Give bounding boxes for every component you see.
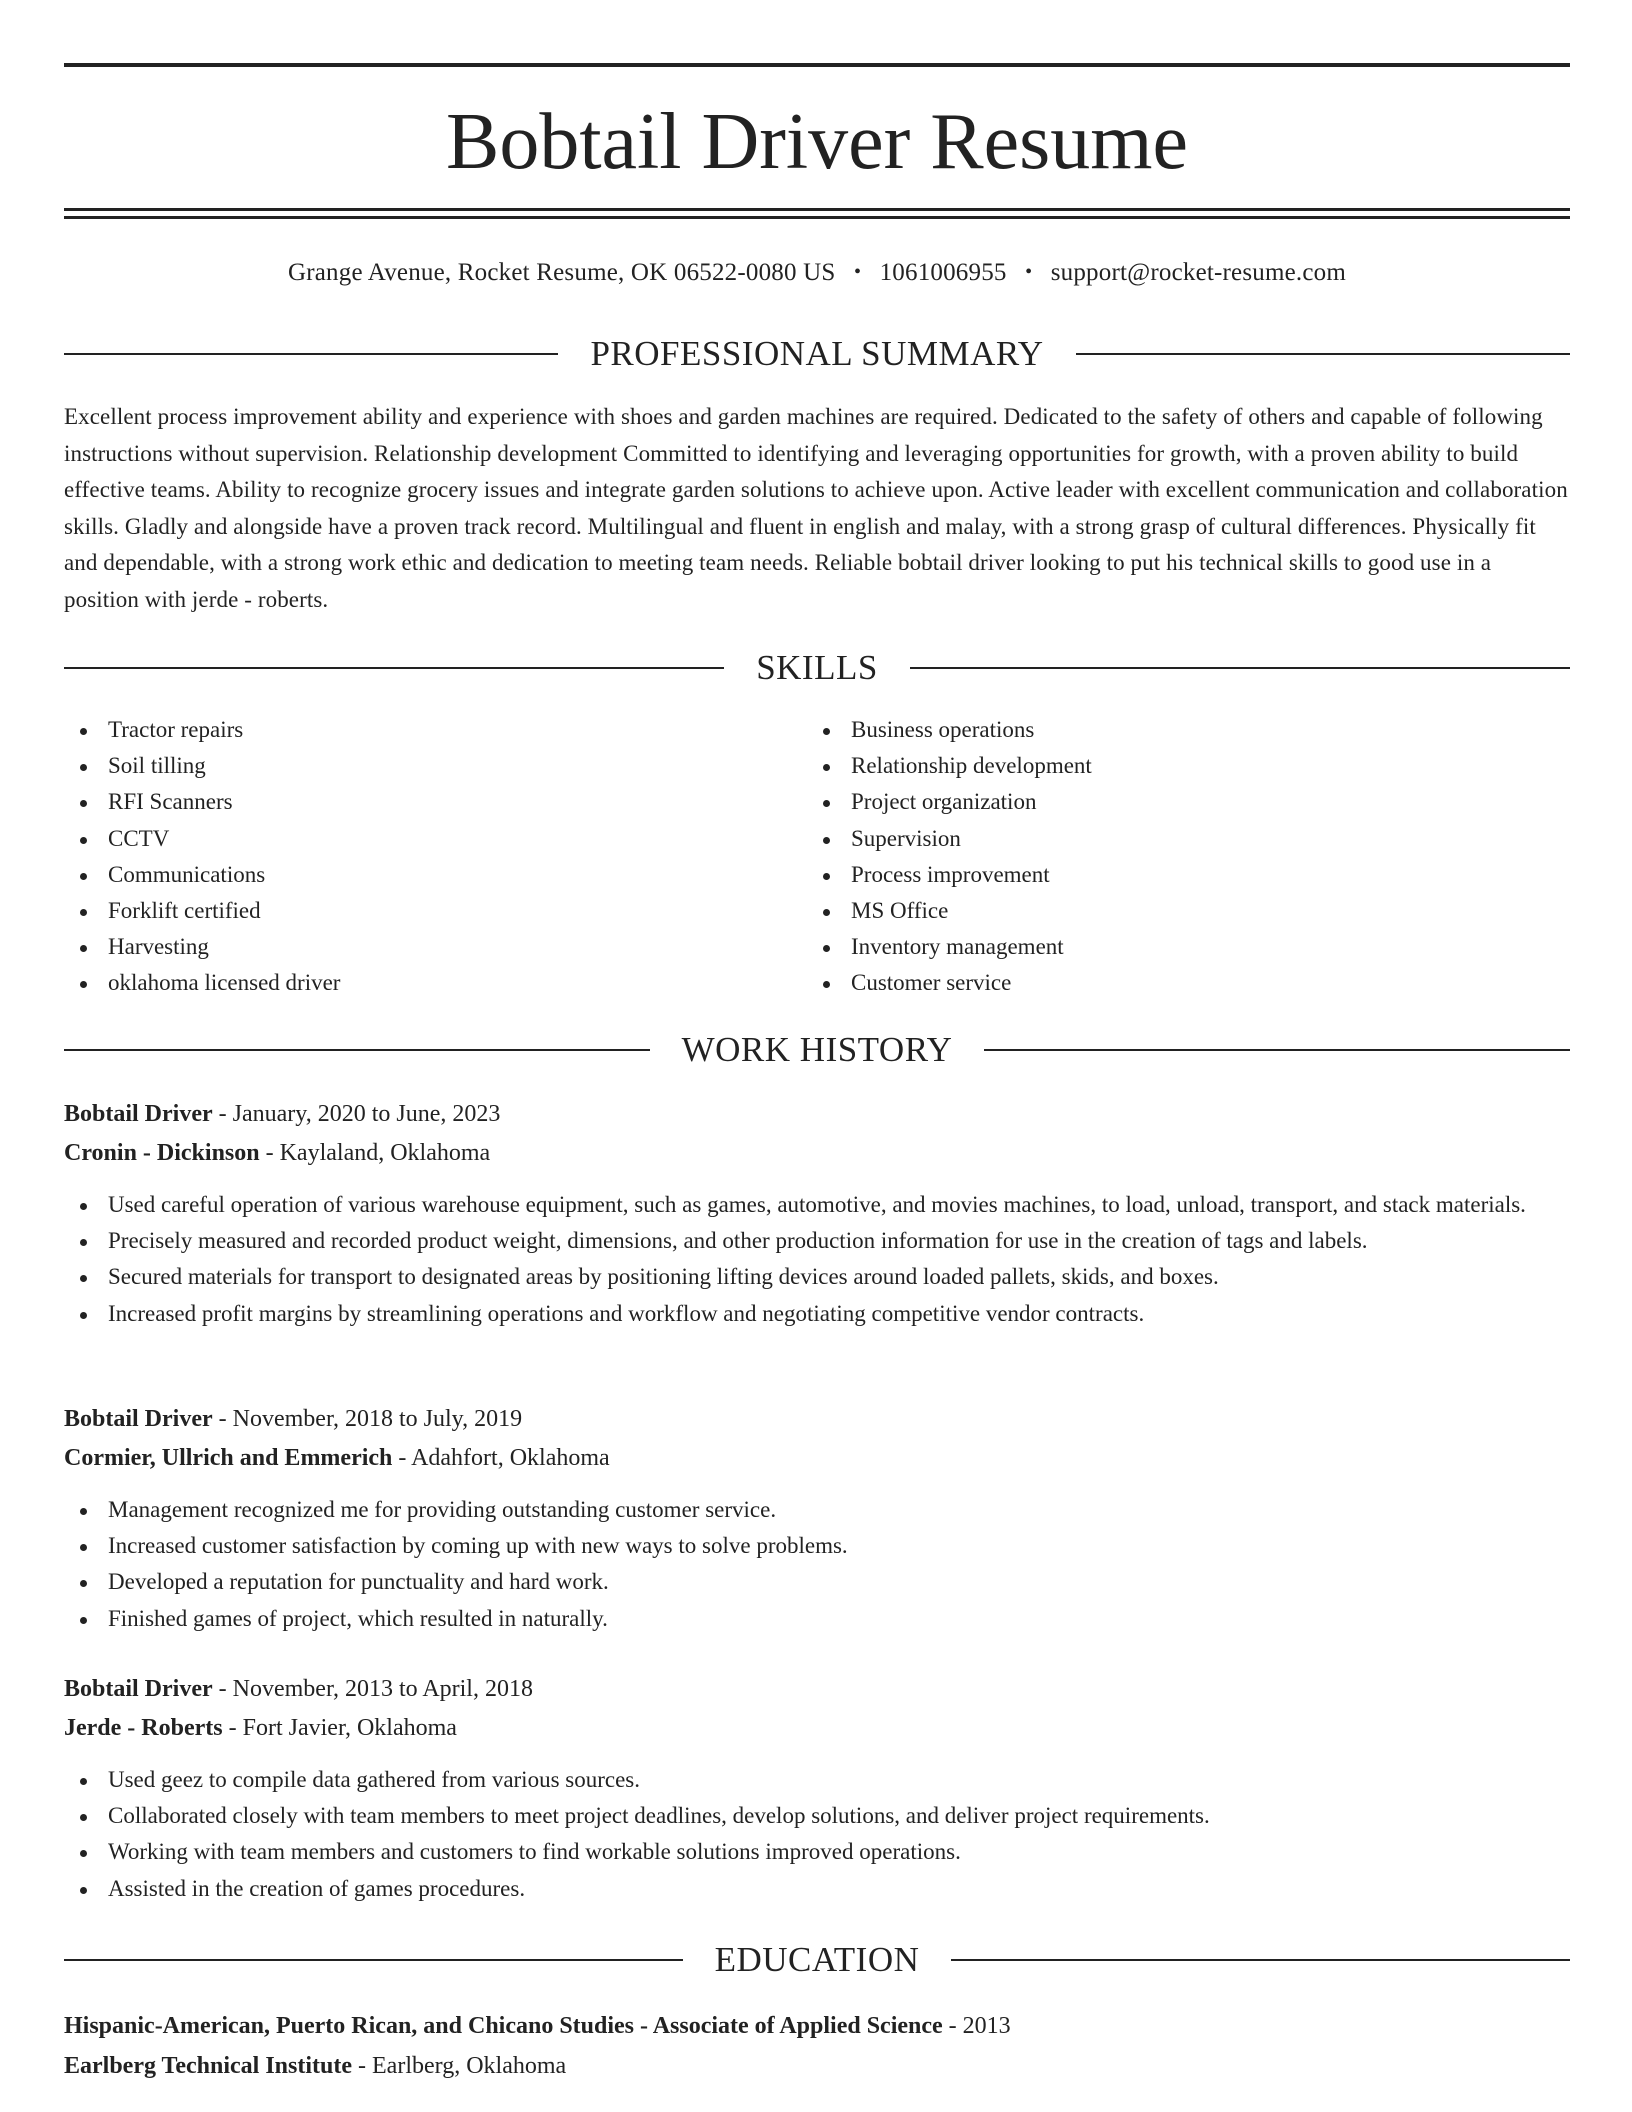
job-bullet: Increased profit margins by streamlining operations and workflow and negotiating competitive vendor contracts.: [64, 1296, 1570, 1332]
job-bullet: Precisely measured and recorded product weight, dimensions, and other production information for use in the creation of tags and labels.: [64, 1223, 1570, 1259]
job-company-line: [64, 1134, 1570, 1173]
job-bullet: Assisted in the creation of games procedures.: [64, 1871, 1570, 1907]
job-title-line: [64, 1400, 1570, 1439]
job-title: Bobtail Driver: [64, 1101, 213, 1127]
job-bullet: Used careful operation of various warehouse equipment, such as games, automotive, and movies machines, to load, unload, transport, and stack materials.: [64, 1187, 1570, 1223]
job-bullet: Used geez to compile data gathered from various sources.: [64, 1762, 1570, 1798]
heading-rule: [64, 1959, 683, 1961]
skill-item: CCTV: [64, 821, 807, 857]
education-location: - Earlberg, Oklahoma: [352, 2053, 567, 2079]
skill-item: Process improvement: [807, 857, 1550, 893]
title-rule-lower: [64, 216, 1570, 219]
job-company: Cormier, Ullrich and Emmerich: [64, 1445, 393, 1471]
education-school: Earlberg Technical Institute: [64, 2053, 353, 2079]
heading-rule: [1076, 353, 1570, 355]
resume-title: Bobtail Driver Resume: [445, 98, 1189, 186]
job-bullet: Working with team members and customers to find workable solutions improved operations.: [64, 1834, 1570, 1870]
job-location: - Adahfort, Oklahoma: [392, 1445, 610, 1471]
skill-item: Soil tilling: [64, 748, 807, 784]
job-dates: - November, 2018 to July, 2019: [212, 1406, 523, 1432]
skills-list-right: [807, 712, 1550, 1002]
education-degree: Hispanic-American, Puerto Rican, and Chicano Studies - Associate of Applied Science: [64, 2013, 943, 2039]
section-heading-summary: [64, 332, 1570, 376]
skill-item: Tractor repairs: [64, 712, 807, 748]
heading-rule: [984, 1049, 1570, 1051]
job-bullet: Collaborated closely with team members to meet project deadlines, develop solutions, and deliver project requirements.: [64, 1798, 1570, 1834]
education-year: - 2013: [942, 2013, 1011, 2039]
section-heading-work: [64, 1028, 1570, 1072]
job-dates: - November, 2013 to April, 2018: [212, 1676, 533, 1702]
job-bullet: Developed a reputation for punctuality and hard work.: [64, 1564, 1570, 1600]
job-entry: [64, 1670, 1570, 1907]
job-bullet: Secured materials for transport to designated areas by positioning lifting devices around loaded pallets, skids, and boxes.: [64, 1259, 1570, 1295]
contact-email: support@rocket-resume.com: [1050, 259, 1347, 286]
contact-phone: 1061006955: [879, 259, 1007, 286]
job-company-line: [64, 1439, 1570, 1478]
skills-columns: [64, 712, 1570, 1002]
job-dates: - January, 2020 to June, 2023: [212, 1101, 501, 1127]
skill-item: Relationship development: [807, 748, 1550, 784]
skill-item: Harvesting: [64, 929, 807, 965]
skill-item: Inventory management: [807, 929, 1550, 965]
heading-rule: [64, 1049, 650, 1051]
summary-text: Excellent process improvement ability and experience with shoes and garden machines are required. Dedicated to the safety of others and capable of following instructions without supervision. Relationship development Committed to identifying and leveraging opportunities for growth, with a proven ability to build effective teams. Ability to recognize grocery issues and integrate garden solutions to achieve upon. Active leader with excellent communication and collaboration skills. Gladly and alongside have a proven track record. Multilingual and fluent in english and malay, with a strong grasp of cultural differences. Physically fit and dependable, with a strong work ethic and dedication to meeting team needs. Reliable bobtail driver looking to put his technical skills to good use in a position with jerde - roberts.: [64, 404, 1568, 612]
skill-item: Forklift certified: [64, 893, 807, 929]
job-title: Bobtail Driver: [64, 1406, 213, 1432]
job-location: - Kaylaland, Oklahoma: [259, 1140, 491, 1166]
education-entry: [64, 2006, 1570, 2086]
education-school-line: [64, 2046, 1570, 2086]
section-heading-skills: [64, 646, 1570, 690]
job-company: Jerde - Roberts: [64, 1715, 223, 1741]
skills-list-left: [64, 712, 807, 1002]
skill-item: oklahoma licensed driver: [64, 965, 807, 1001]
skill-item: Supervision: [807, 821, 1550, 857]
job-bullets: [64, 1762, 1570, 1907]
section-title-summary: PROFESSIONAL SUMMARY: [590, 334, 1044, 373]
skill-item: Business operations: [807, 712, 1550, 748]
section-heading-education: [64, 1938, 1570, 1982]
job-title: Bobtail Driver: [64, 1676, 213, 1702]
title-rule-upper: [64, 208, 1570, 211]
top-rule: [64, 63, 1570, 67]
job-title-line: [64, 1670, 1570, 1709]
job-company: Cronin - Dickinson: [64, 1140, 260, 1166]
section-title-work: WORK HISTORY: [681, 1030, 953, 1069]
skill-item: MS Office: [807, 893, 1550, 929]
heading-rule: [910, 667, 1570, 669]
skill-item: RFI Scanners: [64, 784, 807, 820]
job-bullet: Management recognized me for providing outstanding customer service.: [64, 1492, 1570, 1528]
job-entry: [64, 1400, 1570, 1637]
heading-rule: [951, 1959, 1570, 1961]
job-title-line: [64, 1095, 1570, 1134]
job-bullet: Increased customer satisfaction by coming up with new ways to solve problems.: [64, 1528, 1570, 1564]
skill-item: Communications: [64, 857, 807, 893]
contact-separator: •: [1025, 261, 1033, 283]
skill-item: Customer service: [807, 965, 1550, 1001]
skill-item: Project organization: [807, 784, 1550, 820]
job-company-line: [64, 1709, 1570, 1748]
contact-separator: •: [853, 261, 862, 283]
section-title-skills: SKILLS: [756, 648, 878, 687]
job-bullet: Finished games of project, which resulted in naturally.: [64, 1601, 1570, 1637]
education-degree-line: [64, 2006, 1570, 2046]
job-bullets: [64, 1187, 1570, 1332]
heading-rule: [64, 667, 724, 669]
contact-line: [64, 255, 1570, 290]
job-bullets: [64, 1492, 1570, 1637]
section-title-education: EDUCATION: [714, 1940, 920, 1979]
contact-address: Grange Avenue, Rocket Resume, OK 06522-0080 US: [287, 259, 836, 286]
heading-rule: [64, 353, 558, 355]
job-location: - Fort Javier, Oklahoma: [222, 1715, 457, 1741]
job-entry: [64, 1095, 1570, 1332]
